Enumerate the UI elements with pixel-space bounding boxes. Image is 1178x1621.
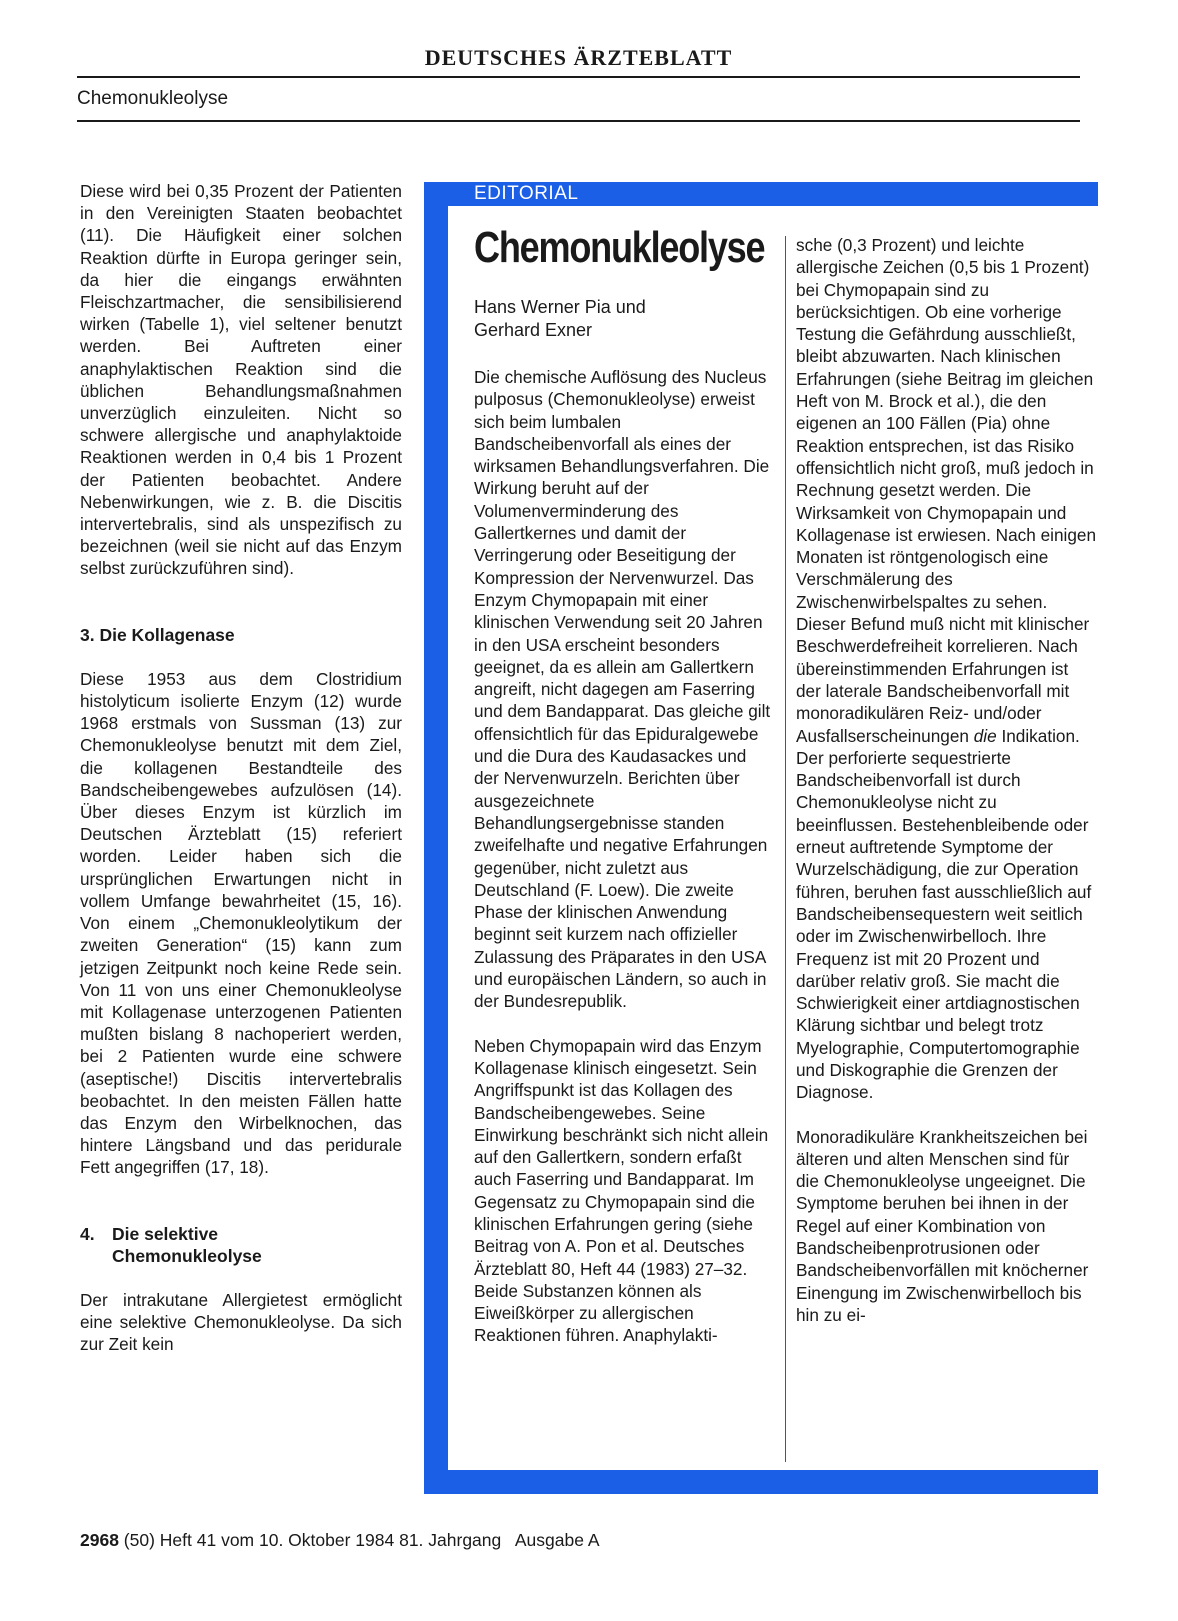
left-paragraph-3: Der intrakutane Allergietest ermöglicht eine selektive Chemonukleolyse. Da sich zur Zeit kein [80, 1289, 402, 1355]
paragraph-3-part-a: sche (0,3 Prozent) und leichte allergische Zeichen (0,5 bis 1 Prozent) bei Chymopapain sind zu berücksichtigen. Ob eine vorherige Testung die Gefährdung ausschließt, bleibt abzuwarten. Nach klinischen Erfahrungen (siehe Beitrag im gleichen Heft von M. Brock et al.), die den eigenen an 100 Fällen (Pia) ohne Reaktion entsprechen, ist das Risiko offensichtlich nicht groß, muß jedoch in Rechnung gesetzt werden. Die Wirksamkeit von Chymopapain und Kollagenase ist erwiesen. Nach einigen Monaten ist röntgenologisch eine Verschmälerung des Zwischenwirbelspaltes zu sehen. Dieser Befund muß nicht mit klinischer Beschwerdefreiheit korrelieren. Nach übereinstimmenden Erfahrungen ist der laterale Bandscheibenvorfall mit monoradikulären Reiz- und/oder Ausfallserscheinungen [796, 235, 1097, 746]
section-rule [77, 120, 1080, 122]
editorial-label: EDITORIAL [474, 183, 579, 204]
editorial-paragraph-2: Neben Chymopapain wird das Enzym Kollagenase klinisch eingesetzt. Sein Angriffspunkt ist das Kollagen des Bandscheibengewebes. Seine Einwirkung beschränkt sich nicht allein auf den Gallertkern, sondern erfaßt auch Faserring und Bandapparat. Im Gegensatz zu Chymopapain sind die klinischen Erfahrungen gering (siehe Beitrag von A. Pon et al. Deutsches Ärzteblatt 80, Heft 44 (1983) 27–32. Beide Substanzen können als Eiweißkörper zu allergischen Reaktionen führen. Anaphylakti- [474, 1035, 769, 1346]
page-number: 2968 [80, 1530, 119, 1550]
footer-issue-info: (50) Heft 41 vom 10. Oktober 1984 81. Jahrgang Ausgabe A [118, 1530, 600, 1550]
editorial-right-column [796, 234, 1096, 1326]
editorial-paragraph-1: Die chemische Auflösung des Nucleus pulposus (Chemonukleolyse) erweist sich beim lumbalen Bandscheibenvorfall als eines der wirksamen Behandlungsverfahren. Die Wirkung beruht auf der Volumenverminderung des Gallertkernes und damit der Verringerung oder Beseitigung der Kompression der Nervenwurzel. Das Enzym Chymopapain mit einer klinischen Verwendung seit 20 Jahren in den USA erscheint besonders geeignet, da es allein am Gallertkern angreift, nicht dagegen am Faserring und dem Bandapparat. Das gleiche gilt offensichtlich für das Epiduralgewebe und die Dura des Kaudasackes und der Nervenwurzeln. Berichten über ausgezeichnete Behandlungsergebnisse standen zweifelhafte und negative Erfahrungen gegenüber, nicht zuletzt aus Deutschland (F. Loew). Die zweite Phase der klinischen Anwendung beginnt seit kurzem nach offizieller Zulassung des Präparates in den USA und europäischen Ländern, so auch in der Bundesrepublik. [474, 367, 771, 1012]
journal-masthead: DEUTSCHES ÄRZTEBLATT [424, 45, 733, 70]
section-title: Chemonukleolyse [77, 88, 229, 109]
left-paragraph-1: Diese wird bei 0,35 Prozent der Patienten in den Vereinigten Staaten beobachtet (11). Die Häufigkeit einer solchen Reaktion dürfte in Europa geringer sein, da hier die eingangs erwähnten Fleischzartmacher, die sensibilisierend wirken (Tabelle 1), viel seltener benutzt werden. Bei Auftreten einer anaphylaktischen Reaktion sind die üblichen Behandlungsmaßnahmen unverzüglich einzuleiten. Nicht so schwere allergische und anaphylaktoide Reaktionen werden in 0,4 bis 1 Prozent der Patienten beobachtet. Andere Nebenwirkungen, wie z. B. die Discitis intervertebralis, sind als unspezifisch zu bezeichnen (weil sie nicht auf das Enzym selbst zurückzuführen sind). [80, 181, 402, 579]
editorial-middle-column [474, 366, 774, 1347]
editorial-authors [474, 296, 774, 342]
left-column [80, 180, 402, 1356]
page-footer [80, 1528, 600, 1552]
heading-kollagenase: 3. Die Kollagenase [80, 624, 235, 645]
column-divider [785, 236, 786, 1462]
editorial-paragraph-4: Monoradikuläre Krankheitszeichen bei älteren und alten Menschen sind für die Chemonukleolyse ungeeignet. Die Symptome beruhen bei ihnen in der Regel auf einer Kombination von Bandscheibenprotrusionen oder Bandscheibenvorfällen mit knöcherner Einengung im Zwischenwirbelloch bis hin zu ei- [796, 1126, 1089, 1325]
heading-line-1: Die selektive [112, 1223, 219, 1244]
left-paragraph-2: Diese 1953 aus dem Clostridium histolyticum isolierte Enzym (12) wurde 1968 erstmals von Sussman (13) zur Chemonukleolyse benutzt mit dem Ziel, die kollagenen Bestandteile des Bandscheibengewebes aufzulösen (14). Über dieses Enzym ist kürzlich im Deutschen Ärzteblatt (15) referiert worden. Leider haben sich die ursprünglichen Erwartungen nicht in vollem Umfange bewahrheitet (15, 16). Von einem „Chemonukleolytikum der zweiten Generation“ (15) kann zum jetzigen Zeitpunkt noch keine Rede sein. Von 11 von uns einer Chemonukleolyse mit Kollagenase unterzogenen Patienten mußten bislang 8 nachoperiert werden, bei 2 Patienten wurde eine schwere (aseptische!) Discitis intervertebralis beobachtet. In den meisten Fällen hatte das Enzym den Wirbelknochen, das hintere Längsband und das peridurale Fett angegriffen (17, 18). [80, 668, 402, 1178]
author-line-2: Gerhard Exner [474, 320, 593, 340]
editorial-title: Chemonukleolyse [474, 223, 765, 272]
paragraph-3-part-b: Indikation. Der perforierte sequestrierte Bandscheibenvorfall ist durch Chemonukleolyse nicht zu beeinflussen. Bestehenbleibende oder erneut auftretende Symptome der Wurzelschädigung, die zur Operation führen, beruhen fast ausschließlich auf Bandscheibensequestern weit seitlich oder im Zwischenwirbelloch. Ihre Frequenz ist mit 20 Prozent und darüber relativ groß. Sie macht die Schwierigkeit einer artdiagnostischen Klärung sichtbar und belegt trotz Myelographie, Computertomographie und Diskographie die Grenzen der Diagnose. [796, 725, 1092, 1103]
editorial-paragraph-3 [796, 234, 1096, 1104]
author-line-1: Hans Werner Pia und [474, 297, 646, 317]
heading-selektive [80, 1223, 402, 1267]
heading-number: 4. [80, 1223, 95, 1244]
heading-line-2: Chemonukleolyse [112, 1245, 262, 1266]
emphasis-die: die [973, 725, 997, 746]
masthead-rule [77, 76, 1080, 78]
